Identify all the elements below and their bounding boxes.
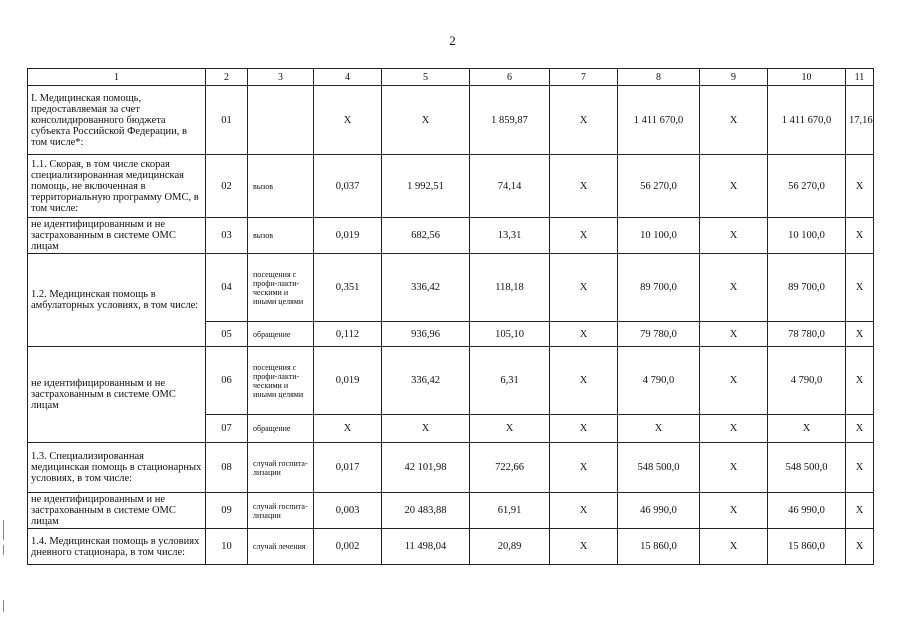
cell: 61,91: [470, 493, 550, 529]
cell: 105,10: [470, 322, 550, 347]
cell: 0,019: [314, 218, 382, 254]
margin-mark: [3, 545, 4, 555]
column-header: 4: [314, 69, 382, 86]
cell: 15 860,0: [618, 529, 700, 565]
cell: 0,019: [314, 347, 382, 415]
cell: 10 100,0: [618, 218, 700, 254]
cell: X: [846, 155, 874, 218]
row-code: 04: [206, 254, 248, 322]
cell: 56 270,0: [768, 155, 846, 218]
table-row: [28, 443, 874, 493]
cell: X: [618, 415, 700, 443]
row-name: не идентифицированным и не застрахованным в системе ОМС лицам: [28, 347, 206, 443]
row-unit: посещения с профи-лакти-ческими и иными целями: [248, 347, 314, 415]
table-row: [28, 529, 874, 565]
column-header: 7: [550, 69, 618, 86]
cell: 0,017: [314, 443, 382, 493]
cell: 11 498,04: [382, 529, 470, 565]
row-name: 1.3. Специализированная медицинская помощь в стационарных условиях, в том числе:: [28, 443, 206, 493]
cell: X: [700, 493, 768, 529]
cell: 15 860,0: [768, 529, 846, 565]
margin-mark: [3, 600, 4, 612]
cell: X: [550, 322, 618, 347]
row-name: не идентифицированным и не застрахованным в системе ОМС лицам: [28, 218, 206, 254]
row-code: 07: [206, 415, 248, 443]
column-header: 6: [470, 69, 550, 86]
cell: 0,002: [314, 529, 382, 565]
cell: 13,31: [470, 218, 550, 254]
cell: 89 700,0: [618, 254, 700, 322]
cell: X: [846, 493, 874, 529]
cell: X: [700, 415, 768, 443]
cell: 74,14: [470, 155, 550, 218]
table-row: [28, 86, 874, 155]
cell: 336,42: [382, 347, 470, 415]
cell: 0,003: [314, 493, 382, 529]
cell: X: [700, 218, 768, 254]
cell: X: [846, 529, 874, 565]
row-unit: вызов: [248, 155, 314, 218]
row-unit: [248, 86, 314, 155]
cell: X: [768, 415, 846, 443]
cell: X: [550, 254, 618, 322]
cell: X: [382, 415, 470, 443]
cell: 0,112: [314, 322, 382, 347]
row-code: 02: [206, 155, 248, 218]
cell: X: [550, 155, 618, 218]
row-name: 1.2. Медицинская помощь в амбулаторных условиях, в том числе:: [28, 254, 206, 347]
cell: 4 790,0: [768, 347, 846, 415]
page-number: 2: [449, 33, 456, 48]
cell: 1 859,87: [470, 86, 550, 155]
cell: 20 483,88: [382, 493, 470, 529]
row-code: 01: [206, 86, 248, 155]
cell: X: [550, 443, 618, 493]
column-header: 11: [846, 69, 874, 86]
cell: X: [550, 529, 618, 565]
cell: 936,96: [382, 322, 470, 347]
cell: X: [314, 86, 382, 155]
cell: 0,351: [314, 254, 382, 322]
column-header: 5: [382, 69, 470, 86]
cell: 118,18: [470, 254, 550, 322]
cell: 1 411 670,0: [618, 86, 700, 155]
cell: 79 780,0: [618, 322, 700, 347]
margin-mark: [3, 520, 4, 540]
row-name: 1.4. Медицинская помощь в условиях дневного стационара, в том числе:: [28, 529, 206, 565]
cell: X: [700, 86, 768, 155]
row-code: 08: [206, 443, 248, 493]
table-header-row: [28, 69, 874, 86]
data-table: [27, 68, 874, 565]
row-unit: обращение: [248, 322, 314, 347]
column-header: 8: [618, 69, 700, 86]
cell: X: [700, 322, 768, 347]
row-unit: случай госпита-лизации: [248, 443, 314, 493]
cell: X: [846, 415, 874, 443]
cell: X: [550, 415, 618, 443]
cell: X: [550, 86, 618, 155]
cell: X: [846, 218, 874, 254]
cell: 682,56: [382, 218, 470, 254]
row-code: 05: [206, 322, 248, 347]
cell: 17,16: [846, 86, 874, 155]
cell: X: [700, 254, 768, 322]
row-code: 10: [206, 529, 248, 565]
cell: X: [314, 415, 382, 443]
cell: X: [846, 443, 874, 493]
row-code: 06: [206, 347, 248, 415]
cell: X: [700, 443, 768, 493]
column-header: 3: [248, 69, 314, 86]
row-unit: обращение: [248, 415, 314, 443]
cell: 46 990,0: [768, 493, 846, 529]
cell: 722,66: [470, 443, 550, 493]
cell: 0,037: [314, 155, 382, 218]
cell: 42 101,98: [382, 443, 470, 493]
cell: 56 270,0: [618, 155, 700, 218]
cell: 46 990,0: [618, 493, 700, 529]
row-unit: посещения с профи-лакти-ческими и иными целями: [248, 254, 314, 322]
cell: X: [550, 218, 618, 254]
row-unit: вызов: [248, 218, 314, 254]
column-header: 2: [206, 69, 248, 86]
cell: X: [470, 415, 550, 443]
row-name: I. Медицинская помощь, предоставляемая за счет консолидированного бюджета субъекта Российской Федерации, в том числе*:: [28, 86, 206, 155]
cell: X: [700, 529, 768, 565]
cell: 336,42: [382, 254, 470, 322]
cell: 548 500,0: [768, 443, 846, 493]
cell: 20,89: [470, 529, 550, 565]
cell: X: [700, 155, 768, 218]
row-code: 03: [206, 218, 248, 254]
table-row: [28, 254, 874, 322]
row-name: не идентифицированным и не застрахованным в системе ОМС лицам: [28, 493, 206, 529]
cell: 4 790,0: [618, 347, 700, 415]
cell: X: [550, 347, 618, 415]
cell: X: [382, 86, 470, 155]
table-row: [28, 155, 874, 218]
table-row: [28, 347, 874, 415]
cell: 548 500,0: [618, 443, 700, 493]
row-code: 09: [206, 493, 248, 529]
table-row: [28, 218, 874, 254]
cell: X: [550, 493, 618, 529]
cell: 6,31: [470, 347, 550, 415]
table-row: [28, 493, 874, 529]
row-unit: случай лечения: [248, 529, 314, 565]
cell: X: [846, 254, 874, 322]
column-header: 1: [28, 69, 206, 86]
cell: X: [700, 347, 768, 415]
column-header: 10: [768, 69, 846, 86]
cell: 1 992,51: [382, 155, 470, 218]
cell: 78 780,0: [768, 322, 846, 347]
cell: 1 411 670,0: [768, 86, 846, 155]
cell: 89 700,0: [768, 254, 846, 322]
cell: X: [846, 347, 874, 415]
row-unit: случай госпита-лизации: [248, 493, 314, 529]
column-header: 9: [700, 69, 768, 86]
row-name: 1.1. Скорая, в том числе скорая специализированная медицинская помощь, не включенная в территориальную программу ОМС, в том числе:: [28, 155, 206, 218]
cell: X: [846, 322, 874, 347]
cell: 10 100,0: [768, 218, 846, 254]
